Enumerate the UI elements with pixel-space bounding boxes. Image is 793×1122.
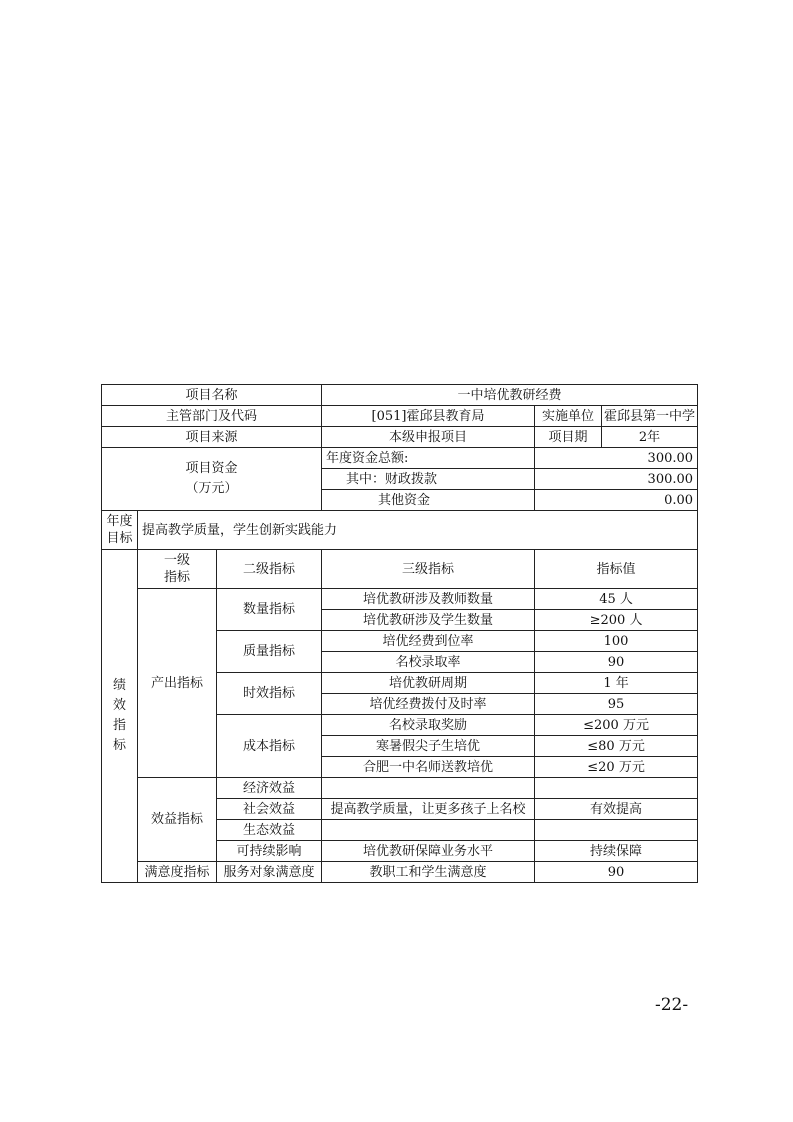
value-cell: ≥200 人 [535, 610, 698, 631]
col-level1-line1: 一级 [163, 553, 190, 568]
benefit-level2-cell: 经济效益 [217, 778, 322, 799]
value-cell: ≤20 万元 [535, 757, 698, 778]
funds-fiscal-label: 其中：财政拨款 [322, 469, 535, 490]
benefit-label: 效益指标 [138, 778, 217, 862]
indicator-cell: 教职工和学生满意度 [322, 862, 535, 883]
value-cell: 有效提高 [535, 799, 698, 820]
goal-text: 提高教学质量，学生创新实践能力 [138, 511, 698, 550]
funds-total-value: 300.00 [535, 448, 698, 469]
timeliness-label: 时效指标 [217, 673, 322, 715]
indicator-cell: 培优经费拨付及时率 [322, 694, 535, 715]
indicator-cell: 培优教研涉及教师数量 [322, 589, 535, 610]
page-number: -22- [655, 995, 689, 1015]
perf-section-label: 绩效指标 [102, 550, 138, 883]
value-cell: 90 [535, 652, 698, 673]
source-value: 本级申报项目 [322, 427, 535, 448]
source-label: 项目来源 [102, 427, 322, 448]
benefit-level2-cell: 社会效益 [217, 799, 322, 820]
project-name-value: 一中培优教研经费 [322, 385, 698, 406]
indicator-cell: 培优教研保障业务水平 [322, 841, 535, 862]
funds-label [102, 448, 322, 511]
goal-label-line2: 目标 [106, 531, 133, 546]
dept-value: [051]霍邱县教育局 [322, 406, 535, 427]
col-level1-header [138, 550, 217, 589]
satisfaction-label: 满意度指标 [138, 862, 217, 883]
period-label: 项目期 [535, 427, 602, 448]
indicator-cell: 寒暑假尖子生培优 [322, 736, 535, 757]
value-cell: 持续保障 [535, 841, 698, 862]
funds-label-line1: 项目资金 [185, 461, 238, 476]
value-cell: ≤200 万元 [535, 715, 698, 736]
period-value: 2年 [602, 427, 698, 448]
value-cell: 95 [535, 694, 698, 715]
col-level2-header: 二级指标 [217, 550, 322, 589]
value-cell: 100 [535, 631, 698, 652]
col-value-header: 指标值 [535, 550, 698, 589]
dept-label: 主管部门及代码 [102, 406, 322, 427]
goal-label-line1: 年度 [106, 514, 133, 529]
indicator-cell: 名校录取奖励 [322, 715, 535, 736]
indicator-cell: 名校录取率 [322, 652, 535, 673]
indicator-cell: 培优经费到位率 [322, 631, 535, 652]
indicator-cell [322, 820, 535, 841]
value-cell: ≤80 万元 [535, 736, 698, 757]
value-cell: 90 [535, 862, 698, 883]
indicator-cell: 提高教学质量，让更多孩子上名校 [322, 799, 535, 820]
cost-label: 成本指标 [217, 715, 322, 778]
value-cell [535, 778, 698, 799]
indicator-cell: 合肥一中名师送教培优 [322, 757, 535, 778]
indicator-cell: 培优教研周期 [322, 673, 535, 694]
funds-other-value: 0.00 [535, 490, 698, 511]
funds-total-label: 年度资金总额: [322, 448, 535, 469]
value-cell: 1 年 [535, 673, 698, 694]
value-cell [535, 820, 698, 841]
unit-label: 实施单位 [535, 406, 602, 427]
value-cell: 45 人 [535, 589, 698, 610]
satisfaction-level2-cell: 服务对象满意度 [217, 862, 322, 883]
indicator-cell [322, 778, 535, 799]
col-level1-line2: 指标 [163, 570, 190, 585]
output-label: 产出指标 [138, 589, 217, 778]
benefit-level2-cell: 可持续影响 [217, 841, 322, 862]
funds-label-line2: （万元） [185, 481, 238, 496]
funds-other-label: 其他资金 [322, 490, 535, 511]
quantity-label: 数量指标 [217, 589, 322, 631]
benefit-level2-cell: 生态效益 [217, 820, 322, 841]
performance-table [101, 384, 698, 883]
indicator-cell: 培优教研涉及学生数量 [322, 610, 535, 631]
col-level3-header: 三级指标 [322, 550, 535, 589]
quality-label: 质量指标 [217, 631, 322, 673]
unit-value: 霍邱县第一中学 [602, 406, 698, 427]
project-name-label: 项目名称 [102, 385, 322, 406]
goal-label [102, 511, 138, 550]
funds-fiscal-value: 300.00 [535, 469, 698, 490]
